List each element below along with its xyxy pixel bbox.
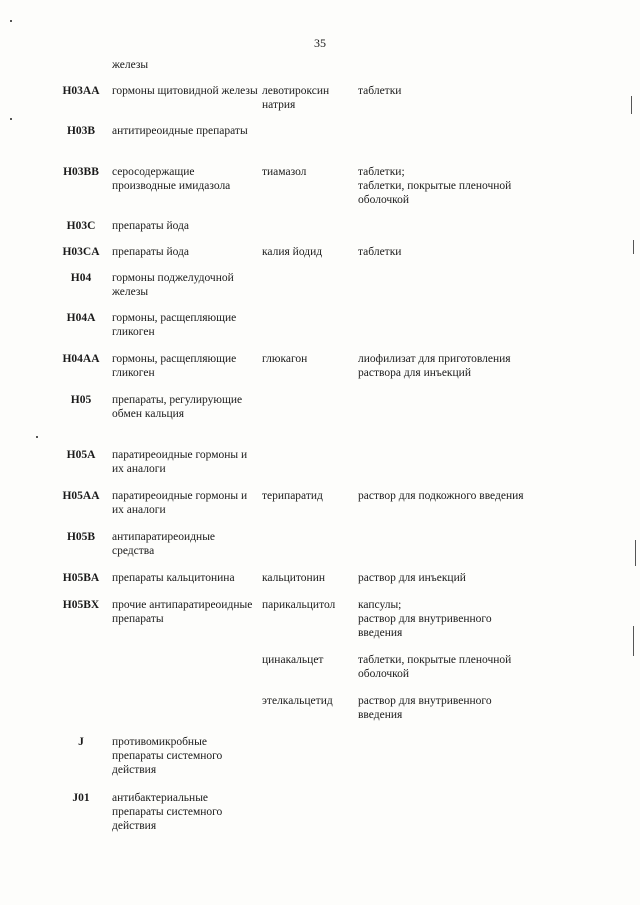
dosage-form-line: оболочкой [358,194,410,206]
dosage-form-line: введения [358,627,403,639]
dosage-form-line: таблетки; [358,166,405,178]
dosage-form: раствор для подкожного введения [358,490,524,502]
atc-code: H05BA [62,572,100,584]
drug-name: терипаратид [262,490,323,502]
dosage-form [358,165,548,207]
drug-name: парикальцитол [262,599,336,611]
atc-code: H05 [70,394,92,406]
dosage-form-line: раствора для инъекций [358,367,471,379]
dosage-form-line: таблетки, покрытые пленочной [358,654,512,666]
group-name: антибактериальные препараты системного действия [112,792,223,832]
group-name: препараты, регулирующие обмен кальция [112,394,243,420]
dosage-form-line: лиофилизат для приготовления [358,353,511,365]
dosage-form [358,598,548,640]
dosage-form-line: раствор для внутривенного [358,613,492,625]
group-name: серосодержащие производные имидазола [112,166,231,192]
atc-code: H05A [66,449,96,461]
dosage-form: таблетки [358,246,402,258]
dosage-form-line: капсулы; [358,599,402,611]
atc-code: J [78,736,84,748]
drug-name: глюкагон [262,353,308,365]
group-name: прочие антипаратиреоидные препараты [112,599,253,625]
scan-edge-mark [633,626,634,656]
drug-name: тиамазол [262,166,307,178]
group-name: антитиреоидные препараты [112,125,248,137]
dosage-form-line: раствор для внутривенного [358,695,492,707]
dosage-form: таблетки [358,85,402,97]
group-name: паратиреоидные гормоны и их аналоги [112,490,248,516]
dosage-form [358,352,548,380]
atc-code: H04AA [62,353,100,365]
drug-name: цинакальцет [262,654,324,666]
page-number: 35 [314,36,326,50]
scan-speck [10,118,12,120]
dosage-form [358,653,548,681]
group-name: железы [112,59,149,71]
atc-code: H03BB [63,166,99,178]
group-name: гормоны, расщепляющие гликоген [112,353,237,379]
drug-name: этелкальцетид [262,695,333,707]
dosage-form-line: оболочкой [358,668,410,680]
group-name: противомикробные препараты системного действия [112,736,223,776]
drug-name: кальцитонин [262,572,325,584]
atc-code: H03C [66,220,96,232]
group-name: антипаратиреоидные средства [112,531,216,557]
group-name: паратиреоидные гормоны и их аналоги [112,449,248,475]
scan-speck [36,436,38,438]
atc-code: H03AA [62,85,100,97]
dosage-form-line: введения [358,709,403,721]
dosage-form: раствор для инъекций [358,572,466,584]
atc-code: H05BX [62,599,100,611]
drug-name: левотироксин натрия [262,85,330,111]
atc-code: H03CA [62,246,100,258]
atc-code: H05AA [62,490,100,502]
atc-code: H03B [66,125,96,137]
atc-code: J01 [72,792,90,804]
group-name: гормоны щитовидной железы [112,85,258,97]
group-name: гормоны, расщепляющие гликоген [112,312,237,338]
atc-code: H05B [66,531,96,543]
scan-speck [10,20,12,22]
atc-code: H04 [70,272,92,284]
group-name: гормоны поджелудочной железы [112,272,234,298]
scan-edge-mark [633,240,634,254]
atc-code: H04A [66,312,96,324]
group-name: препараты йода [112,220,189,232]
drug-name: калия йодид [262,246,323,258]
scan-edge-mark [635,540,636,566]
group-name: препараты кальцитонина [112,572,235,584]
dosage-form [358,694,548,722]
dosage-form-line: таблетки, покрытые пленочной [358,180,512,192]
scan-edge-mark [631,96,632,114]
group-name: препараты йода [112,246,189,258]
